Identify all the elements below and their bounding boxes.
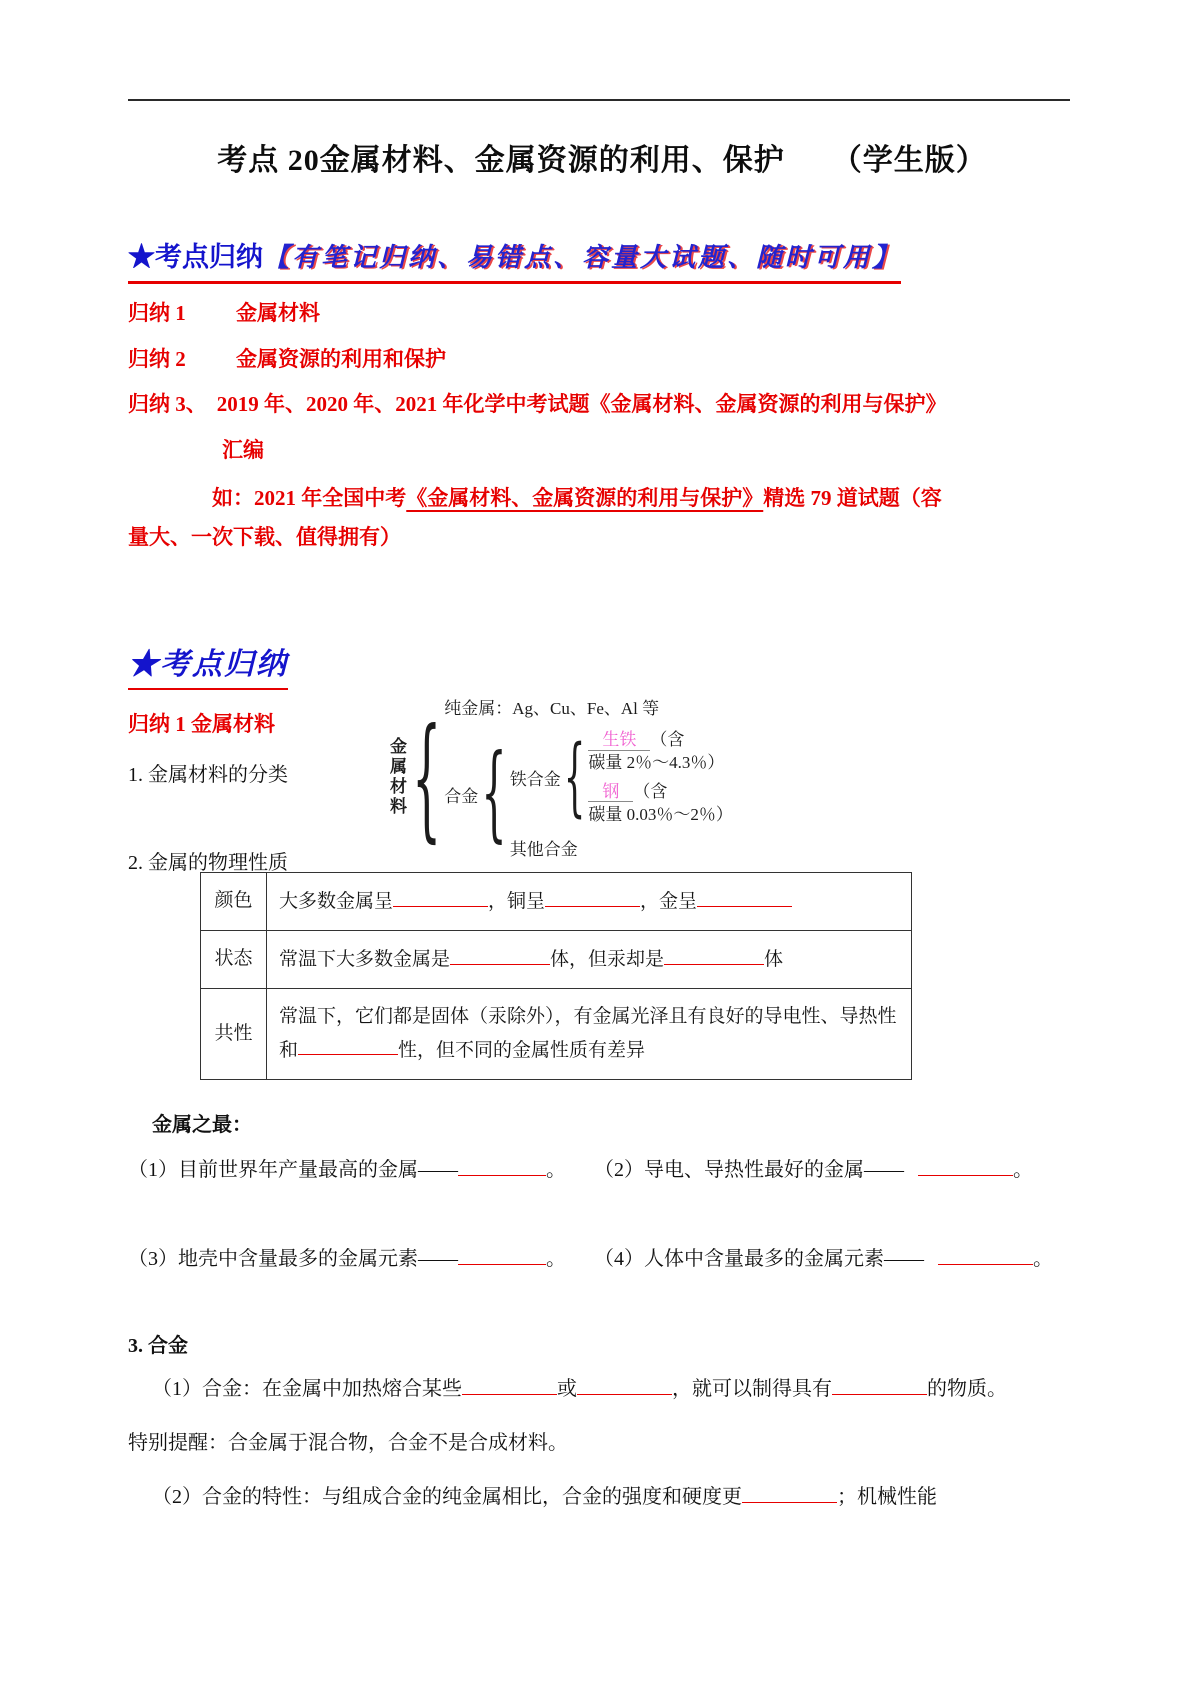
promo-underlined-title: 《金属材料、金属资源的利用与保护》: [406, 486, 764, 511]
alloy-section-title: 3. 合金: [128, 1334, 188, 1357]
banner-label: 考点归纳: [155, 242, 263, 272]
point-2-label: 2. 金属的物理性质: [128, 851, 288, 874]
blank-field: [450, 943, 550, 965]
record-4-period: 。: [1033, 1247, 1053, 1270]
promo-prefix: 如：2021 年全国中考: [212, 486, 407, 511]
table-row: [201, 931, 912, 989]
record-4-text: （4）人体中含量最多的金属元素——: [594, 1247, 924, 1270]
cell-text: 大多数金属呈: [279, 890, 394, 912]
summary-item-2-label: 归纳 2: [128, 346, 186, 371]
section-heading-row: [128, 639, 1076, 690]
cell-text: 体，但汞却是: [550, 948, 665, 970]
record-3-text: （3）地壳中含量最多的金属元素——: [128, 1247, 458, 1270]
diagram-root-label: 金属材料: [387, 736, 406, 817]
blank-field: [697, 885, 792, 907]
steel-suffix: （含: [633, 781, 668, 801]
summary-item-3-label: 归纳 3、: [128, 392, 207, 417]
diagram-other-alloys: 其他合金: [509, 839, 578, 859]
metal-records-title: 金属之最：: [152, 1113, 252, 1136]
row-header-common: 共性: [201, 989, 267, 1079]
point-1-label: 1. 金属材料的分类: [128, 763, 288, 786]
cell-text: ，金呈: [640, 890, 698, 912]
alloy-def-seg4: 的物质。: [927, 1377, 1007, 1400]
alloy-property-line: [152, 1480, 1076, 1514]
top-divider: [128, 99, 1070, 101]
row-cell-common: [267, 989, 912, 1079]
row-header-color: 颜色: [201, 872, 267, 930]
blank-field: [462, 1372, 557, 1395]
blank-field: [664, 943, 764, 965]
banner-bracket-text: 【有笔记归纳、易错点、容量大试题、随时可用】: [263, 243, 902, 272]
row-cell-state: [267, 931, 912, 989]
physical-properties-table: [200, 872, 912, 1080]
pig-iron-blank: [588, 731, 650, 751]
summary-item-1-label: 归纳 1: [128, 301, 186, 325]
alloy-prop-seg1: （2）合金的特性：与组成合金的纯金属相比，合金的强度和硬度更: [152, 1485, 742, 1508]
alloy-def-seg2: 或: [557, 1377, 577, 1400]
blank-field: [458, 1153, 546, 1176]
summary-item-3-text: 2019 年、2020 年、2021 年化学中考试题《金属材料、金属资源的利用与保护》: [216, 392, 947, 417]
exam-points-banner: [128, 235, 901, 284]
record-2-period: 。: [1013, 1158, 1033, 1181]
classification-diagram: [384, 694, 733, 860]
promo-line-1: [128, 476, 1076, 521]
record-1-period: 。: [546, 1158, 566, 1181]
summary-item-1: [128, 297, 1076, 330]
record-3-period: 。: [546, 1247, 566, 1270]
cell-text: ，铜呈: [488, 890, 546, 912]
brace-level-3: {: [563, 727, 586, 828]
alloy-def-seg3: ，就可以制得具有: [672, 1377, 832, 1400]
pig-iron-carbon-range: 碳量 2％～4.3％）: [588, 752, 725, 772]
summary-item-2-text: 金属资源的利用和保护: [236, 346, 446, 371]
blank-field: [298, 1034, 398, 1056]
row-cell-color: [267, 872, 912, 930]
blank-field: [393, 885, 488, 907]
alloy-prop-seg2: ；机械性能: [837, 1485, 937, 1508]
summary-item-3-wrap: 汇编: [222, 437, 264, 462]
metal-records-line-2: [128, 1242, 1076, 1275]
steel-carbon-range: 碳量 0.03％～2％）: [588, 804, 733, 824]
cell-text: 常温下大多数金属是: [279, 948, 451, 970]
section-heading-label: 考点归纳: [160, 647, 288, 681]
page-content: [128, 0, 1076, 1514]
blank-field: [832, 1372, 927, 1395]
subsection-heading: 归纳 1 金属材料: [128, 711, 275, 736]
summary-item-1-text: 金属材料: [236, 301, 320, 325]
blank-field: [742, 1480, 837, 1503]
blank-field: [545, 885, 640, 907]
alloy-reminder-note: 特别提醒：合金属于混合物，合金不是合成材料。: [128, 1431, 568, 1454]
steel-answer: 钢: [602, 781, 620, 801]
record-1-text: （1）目前世界年产量最高的金属——: [128, 1158, 458, 1181]
diagram-pure-metals: 纯金属：Ag、Cu、Fe、Al 等: [444, 698, 660, 718]
summary-item-2: [128, 343, 1076, 376]
page-title: 考点 20金属材料、金属资源的利用、保护 （学生版）: [217, 144, 987, 177]
star-icon: ★: [128, 242, 155, 272]
pig-iron-suffix: （含: [650, 729, 685, 749]
star-icon: ★: [128, 647, 160, 681]
cell-text: 性，但不同的金属性质有差异: [398, 1039, 646, 1061]
alloy-definition-line: [152, 1372, 1076, 1406]
blank-field: [918, 1153, 1013, 1176]
classification-block: [128, 700, 1076, 872]
diagram-pig-iron: [588, 729, 733, 775]
table-row: [201, 872, 912, 930]
diagram-alloy-label: 合金: [444, 786, 479, 806]
summary-item-3: [128, 388, 1076, 421]
alloy-def-seg1: （1）合金：在金属中加热熔合某些: [152, 1377, 462, 1400]
section-heading: [128, 639, 288, 690]
brace-level-2: {: [481, 734, 507, 855]
blank-field: [577, 1372, 672, 1395]
diagram-iron-alloy-label: 铁合金: [509, 770, 561, 790]
pig-iron-answer: 生铁: [602, 729, 637, 749]
metal-records-line-1: [128, 1153, 1076, 1186]
steel-blank: [588, 783, 633, 803]
blank-field: [458, 1242, 546, 1265]
diagram-steel: [588, 781, 733, 827]
banner-row: [128, 235, 1076, 284]
promo-line-2: 量大、一次下载、值得拥有）: [128, 525, 401, 550]
cell-text: 体: [764, 948, 784, 970]
table-row: [201, 989, 912, 1079]
record-2-text: （2）导电、导热性最好的金属——: [594, 1158, 904, 1181]
promo-suffix: 精选 79 道试题（容: [763, 486, 942, 511]
cell-text: 常温下，它们都是固体（汞除外），有金属光泽且有良好的导电性、导热性和: [279, 1006, 897, 1061]
blank-field: [938, 1242, 1033, 1265]
brace-level-1: {: [412, 698, 442, 856]
row-header-state: 状态: [201, 931, 267, 989]
